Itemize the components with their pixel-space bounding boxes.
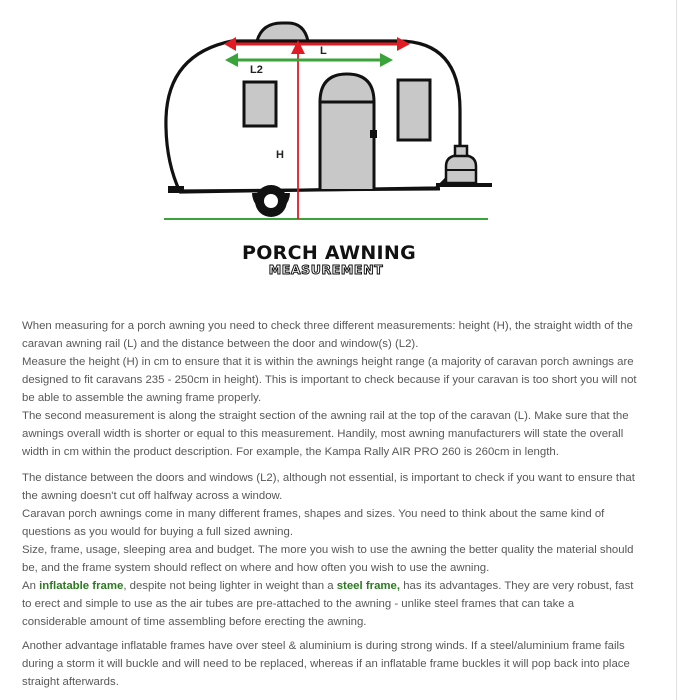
paragraph-rail-length: The second measurement is along the straight section of the awning rail at the top of the caravan (L). Make sure that the awnings overall width is shorter or equal to this measurement. Handily, most awning manufacturers will state the overall width in cm within the product description. For example, the Kampa Rally AIR PRO 260 is 260cm in length.: [22, 410, 629, 458]
paragraph-size-frame-usage: Size, frame, usage, sleeping area and budget. The more you wish to use the awning the better quality the material should be, and the frame system should reflect on where and how often you wish to use the awning.: [22, 544, 634, 574]
window-right: [398, 80, 430, 140]
paragraph-frames-shapes: Caravan porch awnings come in many different frames, shapes and sizes. You need to think about the same kind of questions as you would for buying a full sized awning.: [22, 508, 605, 538]
caravan-measurement-diagram: [0, 0, 678, 240]
paragraph-inflatable-advantages: [22, 577, 638, 631]
paragraph-door-window-distance: The distance between the doors and windows (L2), although not essential, is important to check if you want to ensure that the awning doesn't cut off halfway across a window.: [22, 472, 635, 502]
paragraph-text: has its advantages. They are very robust, fast to erect and simple to use as the air tubes are pre-attached to the awning - unlike steel frames that can take a considerable amount of time assembling before erecting the awning.: [22, 580, 634, 628]
window-left: [244, 82, 276, 126]
gas-bottle-valve: [455, 146, 467, 156]
wheel-hub: [264, 194, 278, 208]
diagram-title: PORCH AWNING: [241, 242, 417, 264]
paragraph-text: , despite not being lighter in weight than a: [123, 580, 337, 592]
paragraph-strong-winds: Another advantage inflatable frames have over steel & aluminium is during strong winds. If a steel/aluminium frame fails during a storm it will buckle and will need to be replaced, whereas if an inflatable frame buckles it will pop back into place straight afterwards.: [22, 640, 630, 688]
paragraph-height: Measure the height (H) in cm to ensure that it is within the awnings height range (a majority of caravan porch awnings are designed to fit caravans 235 - 250cm in height). This is important to check because if your caravan is too short you will not be able to assemble the awning frame properly.: [22, 356, 637, 404]
label-length: L: [320, 45, 327, 57]
label-door-window: L2: [250, 64, 263, 76]
diagram-subtitle: MEASUREMENT: [268, 262, 384, 277]
article-body: [22, 317, 638, 691]
inflatable-frame-link[interactable]: inflatable frame: [39, 580, 124, 592]
door-handle: [370, 130, 377, 138]
caravan-door: [320, 74, 374, 189]
steel-frame-link[interactable]: steel frame,: [336, 580, 401, 592]
chassis-line: [168, 189, 440, 191]
paragraph-text: An: [22, 580, 40, 592]
label-height: H: [276, 149, 284, 161]
roof-dome: [257, 23, 308, 41]
rear-bumper: [168, 186, 184, 193]
paragraph-measurements-intro: When measuring for a porch awning you need to check three different measurements: height (H), the straight width of the caravan awning rail (L) and the distance between the door and window(s) (L2).: [22, 320, 633, 350]
